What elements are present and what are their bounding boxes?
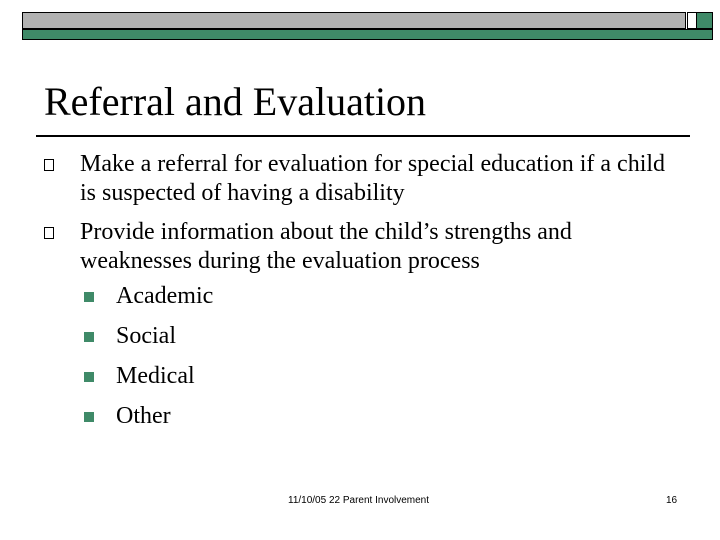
bullet-item — [44, 218, 684, 431]
page-number: 16 — [666, 495, 678, 506]
top-decorative-bar — [22, 12, 686, 29]
filled-square-bullet-icon — [84, 372, 94, 382]
sub-bullet-text: Academic — [116, 283, 214, 309]
footer-text: 11/10/05 22 Parent Involvement — [288, 495, 430, 506]
slide-title: Referral and Evaluation — [44, 79, 427, 124]
green-decorative-bar — [22, 29, 713, 40]
bullet-item — [44, 150, 684, 208]
hollow-square-bullet-icon — [44, 227, 54, 239]
sub-bullet-item — [80, 402, 684, 431]
title-divider — [36, 135, 690, 137]
filled-square-bullet-icon — [84, 332, 94, 342]
filled-square-bullet-icon — [84, 292, 94, 302]
sub-bullet-list — [80, 282, 684, 431]
sub-bullet-text: Medical — [116, 363, 195, 389]
sub-bullet-text: Social — [116, 323, 176, 349]
sub-bullet-item — [80, 322, 684, 351]
filled-square-bullet-icon — [84, 412, 94, 422]
bullet-text: Make a referral for evaluation for special education if a child is suspected of having a disability — [80, 151, 666, 206]
top-corner-inner-block — [687, 12, 697, 29]
sub-bullet-item — [80, 282, 684, 311]
hollow-square-bullet-icon — [44, 159, 54, 171]
sub-bullet-item — [80, 362, 684, 391]
sub-bullet-text: Other — [116, 403, 171, 429]
bullet-list — [44, 150, 684, 442]
bullet-text: Provide information about the child’s strengths and weaknesses during the evaluation process — [80, 219, 572, 274]
